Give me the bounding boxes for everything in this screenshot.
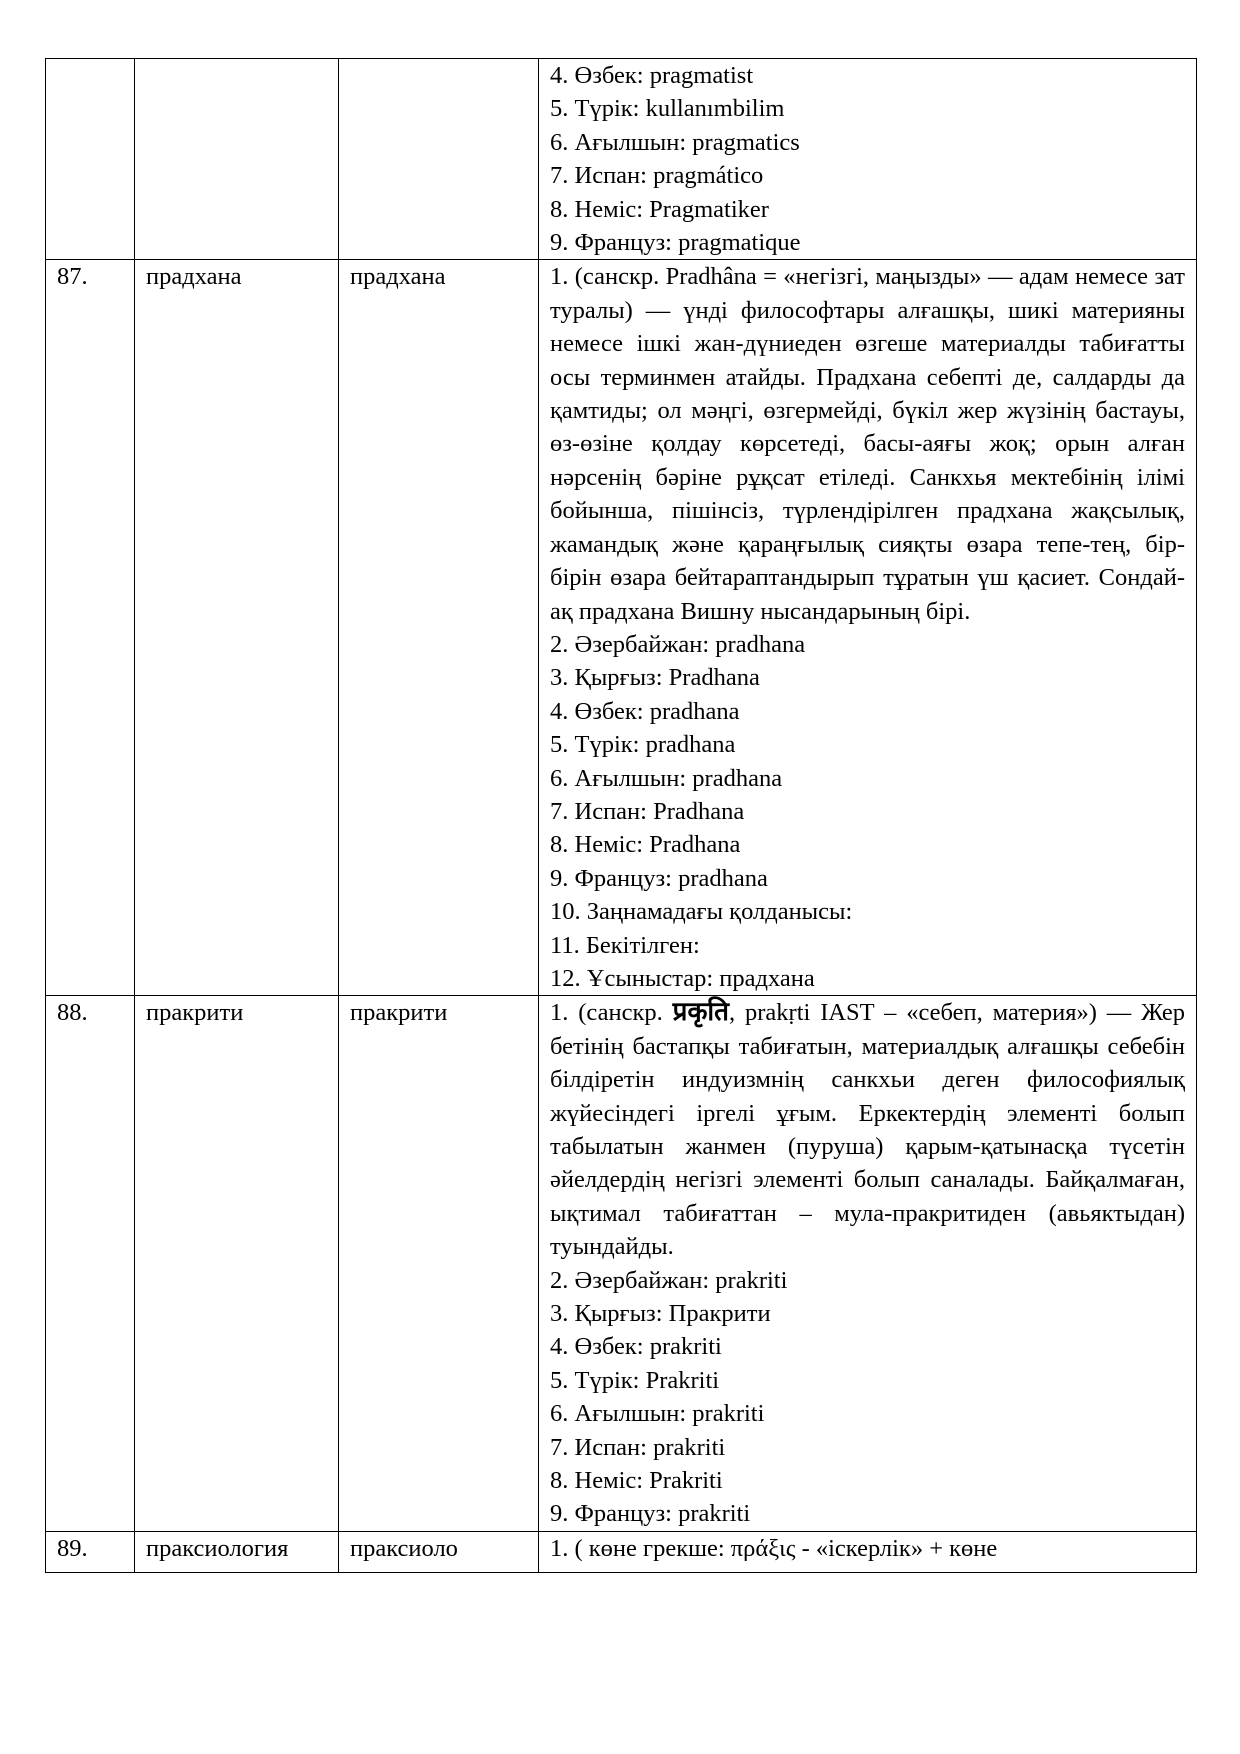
translation-line: 4. Өзбек: prakriti: [550, 1333, 722, 1361]
definition-cell: [539, 996, 1197, 1532]
definition-cell: [539, 1531, 1197, 1572]
definition-text: 1. (санскр. Pradhâna = «негізгі, маңызды» — адам немесе зат туралы) — үнді философтары алғашқы, шикі материяны немесе ішкі жан-дүниеден өзгеше материалды табиғатты осы терминмен атайды. Прадхана себепті де, салдарды да қамтиды; ол мәңгі, өзгермейді, бүкіл жер жүзінің бастауы, өз-өзіне қолдау көрсетеді, басы-аяғы жоқ; орын алған нәрсенің бәріне рұқсат етіледі. Санкхья мектебінің ілімі бойынша, пішінсіз, түрлендірілген прадхана жақсылық, жамандық және қараңғылық сияқты өзара тепе-тең, бір-бірін өзара бейтараптандырып тұратын үш қасиет. Сондай-ақ прадхана Вишну нысандарының бірі.: [550, 263, 1185, 625]
definition-prefix: 1. (санскр.: [550, 999, 663, 1027]
translation-line: 3. Қырғыз: Пракрити: [550, 1300, 771, 1328]
translation-line: 6. Ағылшын: prakriti: [550, 1400, 765, 1428]
translation-line: 8. Неміс: Prakriti: [550, 1467, 723, 1495]
translation-line: 12. Ұсыныстар: прадхана: [550, 964, 815, 992]
translation-line: 6. Ағылшын: pradhana: [550, 764, 783, 792]
definition-body: , prakṛti IAST – «себеп, материя») — Жер бетінің бастапқы табиғатын, материалдық алғашқы себебін білдіретін индуизмнің санкхьи деген философиялық жүйесіндегі іргелі ұғым. Еркектердің элементі болып табылатын жанмен (пуруша) қарым-қатынасқа түсетін әйелдердің негізгі элементі болып саналады. Байқалмаған, ықтимал табиғаттан – мула-пракритиден (авьяктыдан) туындайды.: [550, 999, 1186, 1261]
translation-line: 5. Түрік: kullanımbilim: [550, 95, 785, 123]
term-kazakh: пракрити: [135, 996, 339, 1532]
translation-line: 7. Испан: prakriti: [550, 1433, 726, 1461]
row-number: [46, 59, 135, 260]
table-row: [46, 59, 1197, 260]
translation-line: 7. Испан: pragmático: [550, 162, 764, 190]
translation-line: 2. Әзербайжан: pradhana: [550, 630, 806, 658]
translation-line: 10. Заңнамадағы қолданысы:: [550, 898, 853, 926]
term-russian: прадхана: [339, 260, 539, 996]
translation-line: 5. Түрік: pradhana: [550, 731, 736, 759]
translation-line: 8. Неміс: Pragmatiker: [550, 195, 769, 223]
row-number: 89.: [46, 1531, 135, 1572]
translation-line: 9. Француз: prakriti: [550, 1500, 751, 1528]
definition-cell: [539, 260, 1197, 996]
translation-line: 3. Қырғыз: Pradhana: [550, 664, 760, 692]
devanagari-term: प्रकृति: [672, 997, 729, 1028]
term-kazakh: прадхана: [135, 260, 339, 996]
term-kazakh: праксиология: [135, 1531, 339, 1572]
translation-line: 8. Неміс: Pradhana: [550, 831, 741, 859]
term-russian: пракрити: [339, 996, 539, 1532]
row-number: 88.: [46, 996, 135, 1532]
translation-line: 6. Ағылшын: pragmatics: [550, 128, 800, 156]
table-row: [46, 996, 1197, 1532]
term-russian: [339, 59, 539, 260]
table-row: [46, 1531, 1197, 1572]
definition-text: [550, 996, 1185, 1263]
translation-line: 11. Бекітілген:: [550, 931, 700, 959]
translation-line: 4. Өзбек: pragmatist: [550, 62, 754, 89]
definition-text: 1. ( көне грекше: πράξις - «іскерлік» + көне: [550, 1534, 998, 1562]
translation-line: 4. Өзбек: pradhana: [550, 697, 740, 725]
term-kazakh: [135, 59, 339, 260]
definition-cell: [539, 59, 1197, 260]
translation-line: 9. Француз: pragmatique: [550, 229, 801, 257]
term-russian: праксиоло: [339, 1531, 539, 1572]
translation-line: 2. Әзербайжан: prakriti: [550, 1266, 788, 1294]
translation-line: 9. Француз: pradhana: [550, 864, 768, 892]
translation-line: 5. Түрік: Prakriti: [550, 1366, 720, 1394]
table-row: [46, 260, 1197, 996]
row-number: 87.: [46, 260, 135, 996]
translation-line: 7. Испан: Pradhana: [550, 797, 745, 825]
glossary-table: [45, 58, 1197, 1573]
